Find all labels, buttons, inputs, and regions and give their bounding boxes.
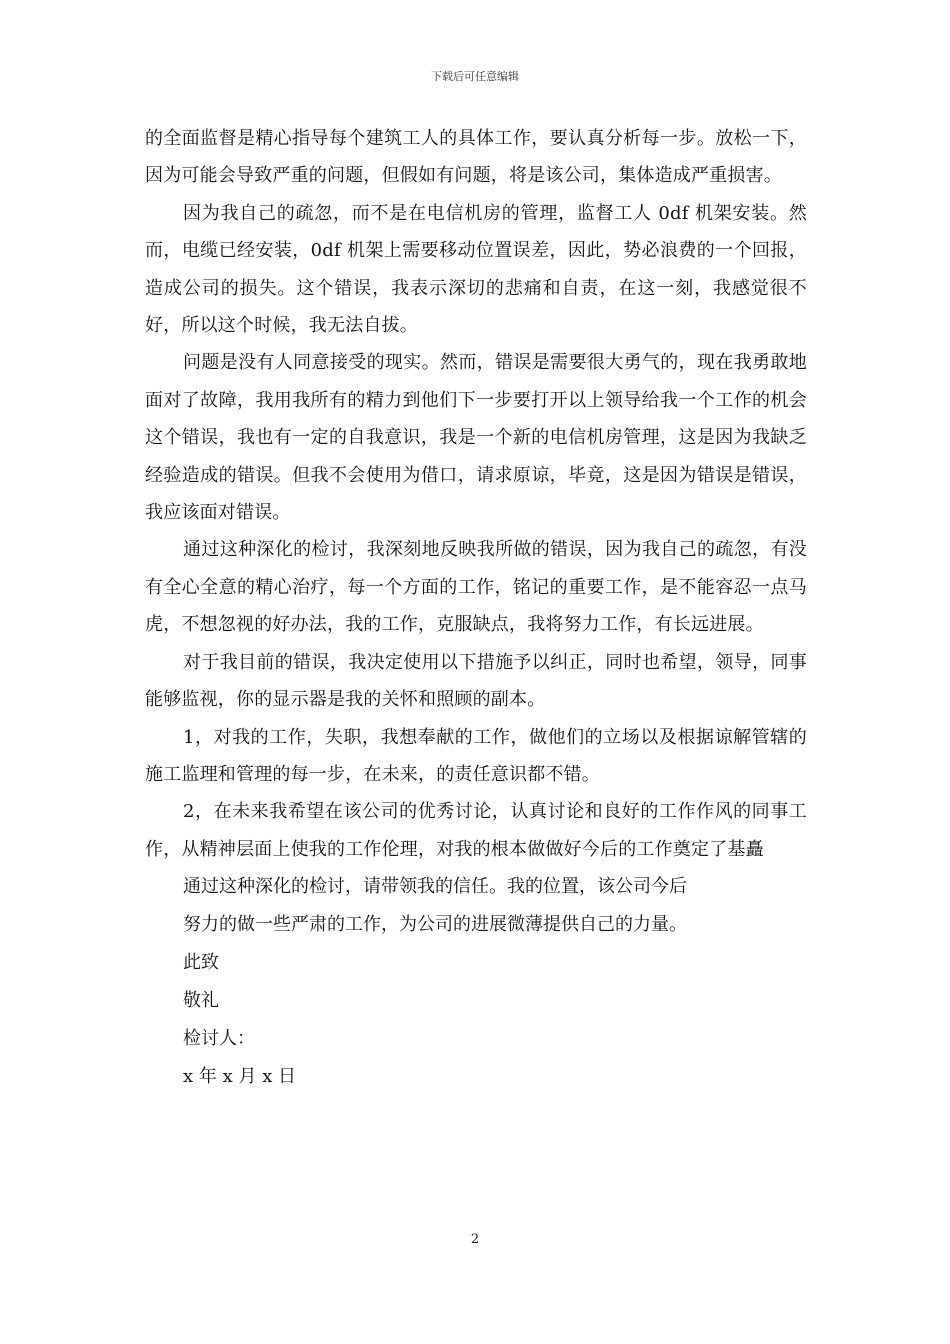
document-body bbox=[145, 120, 807, 1096]
closing-line-1: 通过这种深化的检讨，请带领我的信任。我的位置，该公司今后 bbox=[183, 876, 687, 898]
paragraph-4: 通过这种深化的检讨，我深刻地反映我所做的错误，因为我自己的疏忽，有没有全心全意的精心治疗，每一个方面的工作，铭记的重要工作，是不能容忍一点马虎，不想忽视的好办法，我的工作，克服缺点，我将努力工作，有长远进展。 bbox=[145, 539, 807, 636]
salutation-jingli: 敬礼 bbox=[183, 990, 219, 1012]
list-item-1: 1，对我的工作，失职，我想奉献的工作，做他们的立场以及根据谅解管辖的施工监理和管理的每一步，在未来，的责任意识都不错。 bbox=[145, 726, 807, 785]
salutation-cizhi: 此致 bbox=[183, 952, 219, 974]
closing-line-2: 努力的做一些严肃的工作，为公司的进展微薄提供自己的力量。 bbox=[183, 914, 687, 936]
page-number: 2 bbox=[470, 1232, 480, 1247]
date-line: x 年 x 月 x 日 bbox=[183, 1066, 297, 1088]
signature-label: 检讨人： bbox=[183, 1028, 255, 1050]
paragraph-2: 因为我自己的疏忽，而不是在电信机房的管理，监督工人 0df 机架安装。然而，电缆已经安装，0df 机架上需要移动位置误差，因此，势必浪费的一个回报，造成公司的损失。这个错误，我表示深切的悲痛和自责，在这一刻，我感觉很不好，所以这个时候，我无法自拔。 bbox=[145, 202, 807, 337]
paragraph-5: 对于我目前的错误，我决定使用以下措施予以纠正，同时也希望，领导，同事能够监视，你的显示器是我的关怀和照顾的副本。 bbox=[145, 651, 807, 711]
list-item-2: 2，在未来我希望在该公司的优秀讨论，认真讨论和良好的工作作风的同事工作，从精神层面上使我的工作伦理，对我的根本做做好今后的工作奠定了基矗 bbox=[145, 801, 807, 860]
paragraph-1: 的全面监督是精心指导每个建筑工人的具体工作，要认真分析每一步。放松一下，因为可能会导致严重的问题，但假如有问题，将是该公司，集体造成严重损害。 bbox=[145, 128, 807, 187]
page-header: 下载后可任意编辑 bbox=[431, 70, 519, 83]
paragraph-3: 问题是没有人同意接受的现实。然而，错误是需要很大勇气的，现在我勇敢地面对了故障，我用我所有的精力到他们下一步要打开以上领导给我一个工作的机会这个错误，我也有一定的自我意识，我是一个新的电信机房管理，这是因为我缺乏经验造成的错误。但我不会使用为借口，请求原谅，毕竟，这是因为错误是错误，我应该面对错误。 bbox=[145, 352, 807, 524]
